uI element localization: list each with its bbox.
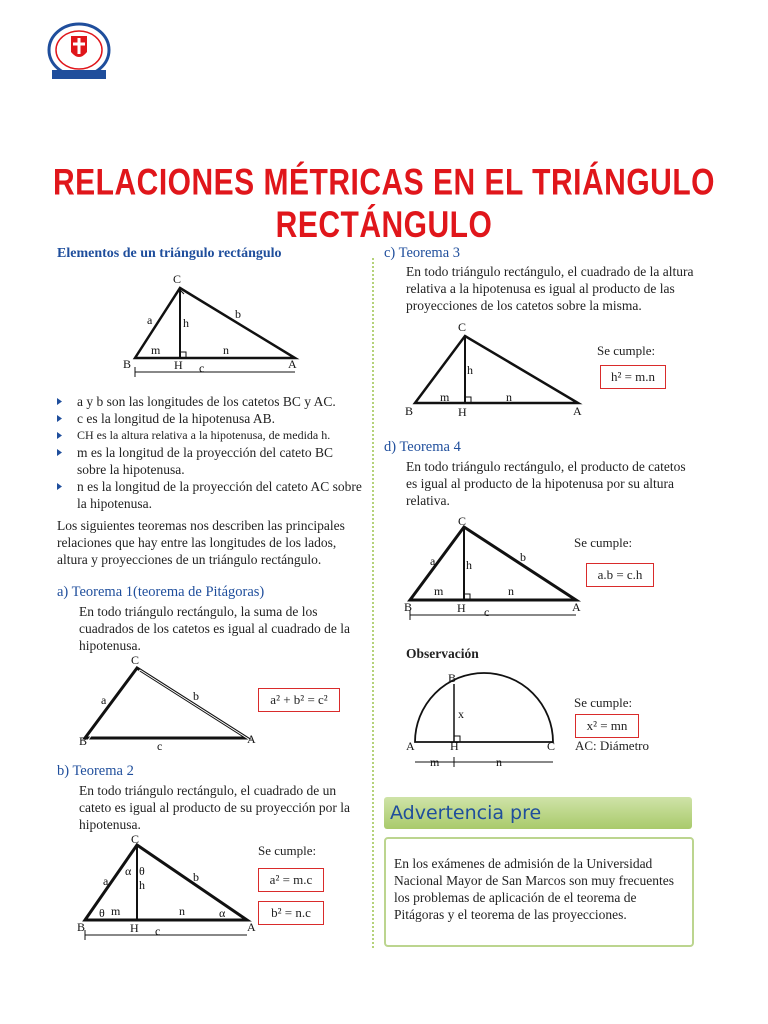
svg-text:C: C <box>547 739 556 753</box>
svg-text:θ: θ <box>99 906 105 920</box>
svg-text:m: m <box>430 755 440 769</box>
svg-text:B: B <box>123 357 132 371</box>
svg-text:h: h <box>467 363 473 377</box>
svg-text:H: H <box>130 921 139 935</box>
svg-text:H: H <box>458 405 467 419</box>
svg-text:A: A <box>573 404 582 418</box>
list-item: CH es la altura relativa a la hipotenusa, de medida h. <box>55 427 365 444</box>
svg-text:h: h <box>183 316 189 330</box>
theorem-3-se-cumple: Se cumple: <box>597 343 656 358</box>
svg-text:α: α <box>219 906 226 920</box>
column-divider <box>372 258 374 948</box>
svg-text:h: h <box>466 558 472 572</box>
list-item: n es la longitud de la proyección del cateto AC sobre la hipotenusa. <box>55 478 365 512</box>
theorem-3-heading: c) Teorema 3 <box>384 245 461 261</box>
svg-text:a: a <box>103 874 109 888</box>
svg-text:H: H <box>457 601 466 615</box>
theorem-4-se-cumple: Se cumple: <box>574 535 633 550</box>
svg-text:A: A <box>247 732 256 746</box>
svg-text:B: B <box>79 734 88 748</box>
observacion-note: AC: Diámetro <box>575 738 650 753</box>
observacion-se-cumple: Se cumple: <box>574 695 633 710</box>
theorem-2-triangle-figure <box>75 835 265 944</box>
theorem-2-formula-2: b² = n.c <box>258 901 324 925</box>
svg-text:α: α <box>125 864 132 878</box>
intro-paragraph: Los siguientes teoremas nos describen las principales relaciones que hay entre las longitudes de los lados, altura y proyecciones de un triángulo rectángulo. <box>57 518 345 567</box>
theorem-3-triangle-figure <box>400 318 600 427</box>
svg-text:n: n <box>508 584 514 598</box>
theorem-4-formula: a.b = c.h <box>586 563 654 587</box>
svg-text:A: A <box>572 600 581 614</box>
theorem-1-text: En todo triángulo rectángulo, la suma de los cuadrados de los catetos es igual al cuadrado de la hipotenusa. <box>79 604 351 653</box>
svg-text:m: m <box>440 390 450 404</box>
theorem-4-triangle-figure <box>398 515 598 627</box>
svg-text:a: a <box>101 693 107 707</box>
svg-text:B: B <box>77 920 86 934</box>
theorem-1-triangle-figure <box>75 650 265 759</box>
advertencia-header <box>384 797 692 829</box>
list-item: a y b son las longitudes de los catetos BC y AC. <box>55 393 365 410</box>
school-logo <box>44 20 114 82</box>
theorem-2-formula-1: a² = m.c <box>258 868 324 892</box>
elements-list <box>55 393 365 512</box>
advertencia-title: Advertencia pre <box>390 802 542 824</box>
svg-text:C: C <box>173 272 182 286</box>
svg-text:m: m <box>434 584 444 598</box>
svg-text:H: H <box>450 739 459 753</box>
svg-text:B: B <box>448 671 457 685</box>
page-title: RELACIONES MÉTRICAS EN EL TRIÁNGULO RECTÁNGULO <box>53 162 715 246</box>
list-item: m es la longitud de la proyección del cateto BC sobre la hipotenusa. <box>55 444 365 478</box>
svg-text:a: a <box>147 313 153 327</box>
svg-text:n: n <box>506 390 512 404</box>
advertencia-text: En los exámenes de admisión de la Universidad Nacional Mayor de San Marcos son muy frecuentes los problemas de aplicación de el teorema de Pitágoras y el teorema de las proyecciones. <box>394 856 675 922</box>
observacion-heading: Observación <box>406 646 479 661</box>
observacion-formula: x² = mn <box>575 714 639 738</box>
svg-text:c: c <box>155 924 161 938</box>
svg-text:m: m <box>151 343 161 357</box>
svg-text:n: n <box>223 343 229 357</box>
svg-text:b: b <box>193 689 199 703</box>
theorem-4-heading: d) Teorema 4 <box>384 439 461 455</box>
theorem-2-heading: b) Teorema 2 <box>57 763 134 779</box>
observacion-semicircle-figure <box>400 670 565 774</box>
pythagoras-formula: a² + b² = c² <box>258 688 340 712</box>
theorem-2-se-cumple: Se cumple: <box>258 843 317 858</box>
svg-text:a: a <box>430 554 436 568</box>
elements-heading: Elementos de un triángulo rectángulo <box>57 246 282 261</box>
svg-text:b: b <box>520 550 526 564</box>
list-item: c es la longitud de la hipotenusa AB. <box>55 410 365 427</box>
svg-text:B: B <box>404 600 413 614</box>
advertencia-box <box>384 837 694 947</box>
svg-text:A: A <box>288 357 297 371</box>
theorem-3-formula: h² = m.n <box>600 365 666 389</box>
svg-text:m: m <box>111 904 121 918</box>
svg-text:A: A <box>247 920 256 934</box>
svg-text:H: H <box>174 358 183 372</box>
svg-text:c: c <box>199 361 205 375</box>
svg-text:B: B <box>405 404 414 418</box>
theorem-2-text: En todo triángulo rectángulo, el cuadrado de un cateto es igual al producto de su proyección por la hipotenusa. <box>79 783 351 832</box>
svg-text:θ: θ <box>139 864 145 878</box>
svg-text:x: x <box>458 707 464 721</box>
svg-text:c: c <box>484 605 490 619</box>
theorem-3-text: En todo triángulo rectángulo, el cuadrado de la altura relativa a la hipotenusa es igual al producto de las proyecciones de los catetos sobre la misma. <box>406 264 694 313</box>
svg-text:b: b <box>235 307 241 321</box>
svg-text:C: C <box>458 515 467 528</box>
theorem-4-text: En todo triángulo rectángulo, el producto de catetos es igual al producto de la hipotenusa por su altura relativa. <box>406 459 686 508</box>
svg-text:C: C <box>458 320 467 334</box>
svg-text:A: A <box>406 739 415 753</box>
elements-triangle-figure <box>115 270 315 382</box>
svg-text:C: C <box>131 653 140 667</box>
svg-text:h: h <box>139 878 145 892</box>
svg-text:c: c <box>157 739 163 753</box>
svg-text:b: b <box>193 870 199 884</box>
svg-text:n: n <box>496 755 502 769</box>
svg-text:n: n <box>179 904 185 918</box>
svg-text:C: C <box>131 835 140 846</box>
theorem-1-heading: a) Teorema 1(teorema de Pitágoras) <box>57 584 265 600</box>
